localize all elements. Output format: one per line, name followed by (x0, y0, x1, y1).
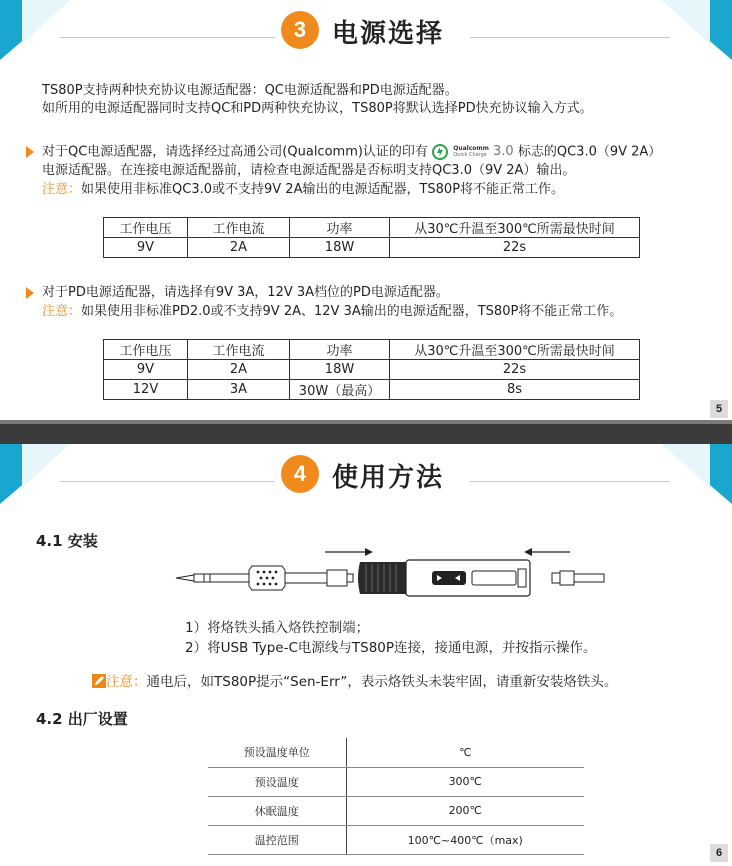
note-text: 如果使用非标准QC3.0或不支持9V 2A输出的电源适配器，TS80P将不能正常工作。 (81, 182, 565, 197)
bullet-arrow-icon (26, 287, 34, 299)
section-number-badge: 4 (280, 454, 320, 494)
bullet-arrow-icon (26, 146, 34, 158)
logo-quickcharge-text: Quick Charge (453, 151, 487, 158)
qc-line-1 (42, 143, 661, 162)
table-row (104, 380, 640, 400)
header-voltage: 工作电压 (104, 340, 188, 360)
logo-version-text: 3.0 (493, 144, 514, 159)
factory-settings-table (208, 738, 584, 855)
logo-qualcomm-text: Qualcomm (453, 144, 489, 152)
setting-value: 100℃~400℃（max) (346, 825, 584, 854)
header-voltage: 工作电压 (104, 218, 188, 238)
section-number-badge: 3 (280, 10, 320, 50)
setting-label: 预设温度单位 (208, 738, 346, 767)
header-current: 工作电流 (188, 218, 290, 238)
heading-line-left (60, 37, 275, 38)
page-number: 6 (710, 844, 728, 862)
manual-page-5 (0, 0, 732, 424)
table-row (208, 825, 584, 854)
cell-power: 18W (290, 238, 390, 258)
setting-value: 200℃ (346, 796, 584, 825)
table-row (208, 738, 584, 767)
setting-label: 温控范围 (208, 825, 346, 854)
section-heading (0, 454, 732, 494)
note-label: 注意： (42, 182, 82, 197)
note-label: 注意： (42, 304, 82, 319)
qc-line-1-end: 标志的QC3.0（9V 2A） (517, 144, 662, 160)
pencil-note-icon (92, 674, 106, 688)
section-heading (0, 10, 732, 50)
cell-voltage: 12V (104, 380, 188, 400)
table-header-row (104, 218, 640, 238)
install-step-2: 2）将USB Type-C电源线与TS80P连接，接通电源，并按指示操作。 (185, 640, 597, 656)
arrow-right-icon (325, 548, 373, 556)
section-title: 电源选择 (332, 19, 445, 49)
header-heat-time: 从30℃升温至300℃所需最快时间 (390, 340, 640, 360)
pd-line-1: 对于PD电源适配器，请选择有9V 3A，12V 3A档位的PD电源适配器。 (42, 285, 449, 300)
table-row (104, 360, 640, 380)
cell-heat-time: 8s (390, 380, 640, 400)
cell-power: 18W (290, 360, 390, 380)
install-note (92, 673, 617, 691)
header-power: 功率 (290, 340, 390, 360)
install-title: 4.1 安装 (36, 532, 98, 550)
note-text: 如果使用非标准PD2.0或不支持9V 2A、12V 3A输出的电源适配器，TS80P将不能正常工作。 (81, 304, 623, 319)
cell-power: 30W（最高） (290, 380, 390, 400)
cell-current: 2A (188, 360, 290, 380)
cell-current: 2A (188, 238, 290, 258)
manual-page-6 (0, 444, 732, 866)
cell-current: 3A (188, 380, 290, 400)
table-row (208, 796, 584, 825)
factory-title: 4.2 出厂设置 (36, 710, 128, 728)
pd-spec-table (103, 339, 640, 400)
intro-line-2: 如所用的电源适配器同时支持QC和PD两种快充协议，TS80P将默认选择PD快充协议输入方式。 (42, 101, 593, 116)
qc-spec-table (103, 217, 640, 258)
cell-voltage: 9V (104, 360, 188, 380)
soldering-iron-illustration (170, 540, 610, 604)
pd-note (42, 303, 622, 321)
note-text: 通电后，如TS80P提示“Sen-Err”，表示烙铁头未装牢固，请重新安装烙铁头。 (146, 674, 618, 690)
heading-line-right (470, 481, 670, 482)
quickcharge-icon (432, 144, 448, 160)
page-number: 5 (710, 400, 728, 418)
install-step-1: 1）将烙铁头插入烙铁控制端； (185, 620, 370, 636)
qc-line-2: 电源适配器。在连接电源适配器前，请检查电源适配器是否标明支持QC3.0（9V 2A）输出。 (42, 163, 576, 178)
section-title: 使用方法 (332, 463, 445, 493)
qc-note (42, 181, 564, 199)
qc-line-1-text: 对于QC电源适配器，请选择经过高通公司(Qualcomm)认证的印有 (42, 144, 428, 160)
heading-line-left (60, 481, 275, 482)
note-label: 注意： (106, 674, 147, 690)
header-power: 功率 (290, 218, 390, 238)
setting-value: 300℃ (346, 767, 584, 796)
table-row (104, 238, 640, 258)
arrow-left-icon (524, 548, 570, 556)
cell-heat-time: 22s (390, 238, 640, 258)
setting-label: 预设温度 (208, 767, 346, 796)
page-divider (0, 424, 732, 444)
intro-line-1: TS80P支持两种快充协议电源适配器：QC电源适配器和PD电源适配器。 (42, 83, 458, 98)
qualcomm-quickcharge-logo (432, 143, 514, 161)
header-current: 工作电流 (188, 340, 290, 360)
setting-value: ℃ (346, 738, 584, 767)
table-header-row (104, 340, 640, 360)
heading-line-right (470, 37, 670, 38)
header-heat-time: 从30℃升温至300℃所需最快时间 (390, 218, 640, 238)
table-row (208, 767, 584, 796)
cell-heat-time: 22s (390, 360, 640, 380)
cell-voltage: 9V (104, 238, 188, 258)
setting-label: 休眠温度 (208, 796, 346, 825)
